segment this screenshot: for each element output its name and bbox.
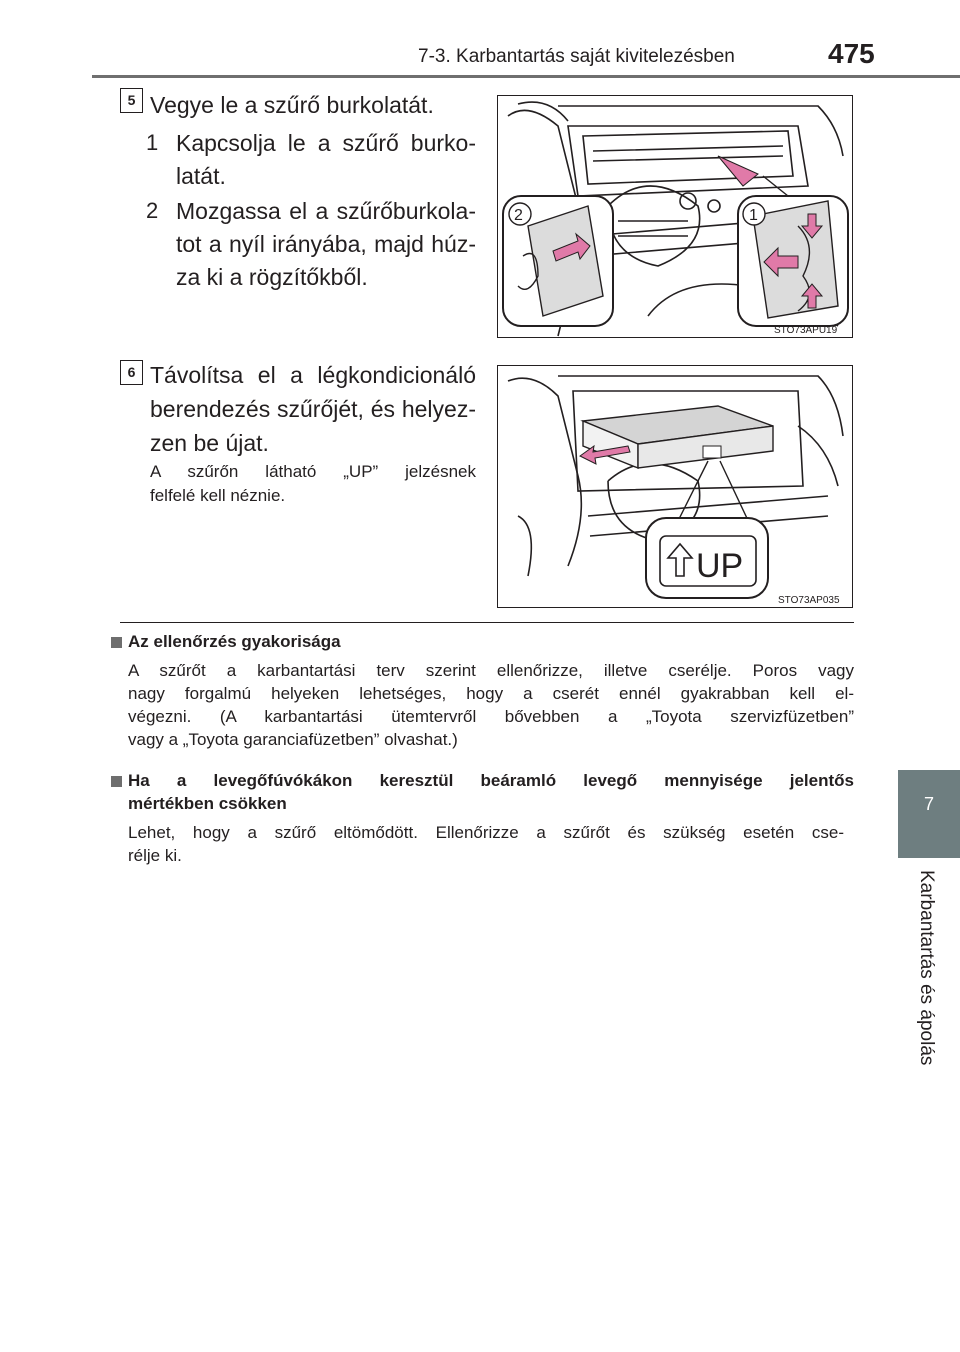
section-1-heading: Az ellenőrzés gyakorisága — [128, 632, 341, 651]
substep-2-line3: za ki a rögzítőkből. — [176, 264, 368, 290]
chapter-side-label: Karbantartás és ápolás — [916, 870, 937, 1066]
detail-circle-left — [503, 196, 613, 326]
substep-number-1: 1 — [146, 130, 159, 155]
substep-number-2: 2 — [146, 198, 159, 223]
figure-code-2: STO73AP035 — [778, 595, 840, 606]
section-2-line2: rélje ki. — [128, 846, 182, 865]
substep-1-line1: Kapcsolja le a szűrő burko- — [176, 130, 476, 156]
figure-code-1: STO73APU19 — [774, 325, 838, 336]
step5-title: Vegye le a szűrő burkolatát. — [150, 92, 434, 118]
substep-1-line2: latát. — [176, 163, 226, 189]
header-rule — [92, 75, 960, 78]
section-1-line3: végezni. (A karbantartási ütemtervről bővebben a „Toyota szervizfüzetben” — [128, 707, 854, 726]
step-badge-6: 6 — [120, 360, 143, 385]
figure-filter-cover — [497, 95, 853, 338]
callout-left-number: 2 — [514, 207, 523, 224]
step6-line3: zen be újat. — [150, 430, 269, 456]
section-1-line2: nagy forgalmú helyeken lehetséges, hogy a cserét ennél gyakrabban kell el- — [128, 684, 854, 703]
figure-filter-replace — [497, 365, 853, 608]
detail-circle-right — [738, 196, 848, 326]
section-1-line4: vagy a „Toyota garanciafüzetben” olvashat.) — [128, 730, 458, 749]
step6-note-line2: felfelé kell néznie. — [150, 486, 286, 505]
step6-line2: berendezés szűrőjét, és helyez- — [150, 396, 476, 422]
step6-note-line1: A szűrőn látható „UP” jelzésnek — [150, 462, 476, 481]
section-1-line1: A szűrőt a karbantartási terv szerint ellenőrizze, illetve cserélje. Poros vagy — [128, 661, 854, 680]
chapter-side-label-box — [895, 870, 960, 1120]
section-bullet-1 — [111, 637, 122, 648]
filter-cartridge — [583, 406, 773, 468]
page-number: 475 — [828, 38, 875, 69]
callout-right-number: 1 — [749, 207, 758, 224]
section-2-heading-line2: mértékben csökken — [128, 794, 287, 813]
running-header: 7-3. Karbantartás saját kivitelezésben — [418, 46, 735, 67]
section-bullet-2 — [111, 776, 122, 787]
up-label-callout — [646, 518, 768, 598]
chapter-tab: 7 — [898, 770, 960, 858]
section-2-heading-line1: Ha a levegőfúvókákon keresztül beáramló levegő mennyisége jelentős — [128, 771, 854, 790]
section-2-line1: Lehet, hogy a szűrő eltömődött. Ellenőrizze a szűrőt és szükség esetén cse- — [128, 823, 844, 842]
filter-cover-illustration — [498, 96, 852, 337]
step-badge-5: 5 — [120, 88, 143, 113]
substep-2-line2: tot a nyíl irányába, majd húz- — [176, 231, 476, 257]
filter-replace-illustration — [498, 366, 852, 607]
section-divider — [120, 622, 854, 623]
step6-line1: Távolítsa el a légkondicionáló — [150, 362, 476, 388]
substep-2-line1: Mozgassa el a szűrőburkola- — [176, 198, 476, 224]
up-label-text: UP — [696, 547, 744, 585]
